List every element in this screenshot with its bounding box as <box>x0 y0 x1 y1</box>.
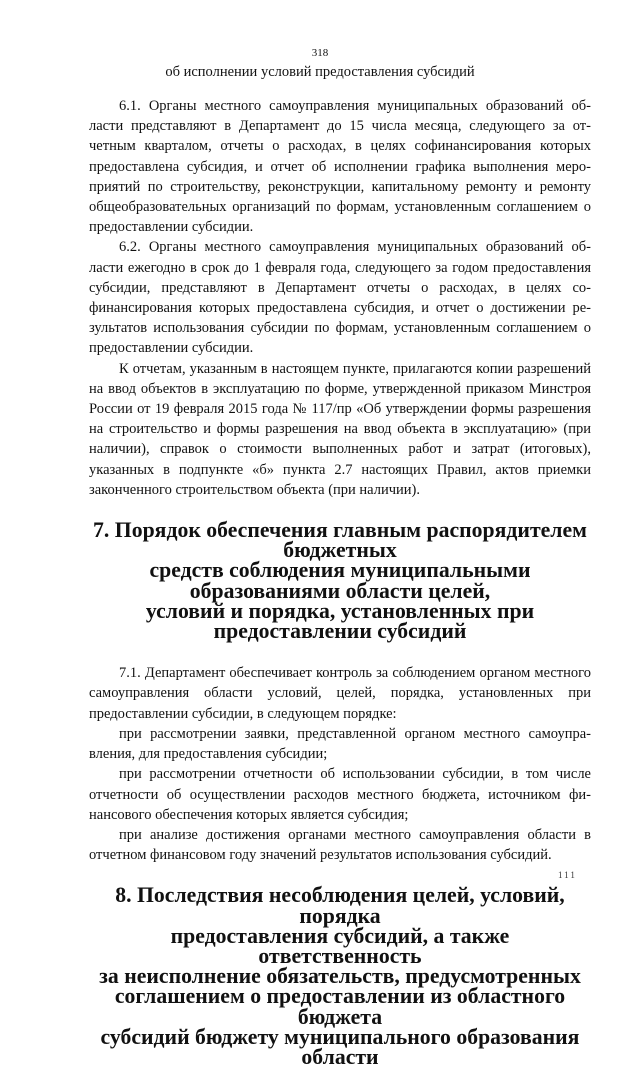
section-8-title-line: 8. Последствия несоблюдения целей, условий, порядка <box>115 883 565 928</box>
section-7-title <box>89 518 591 644</box>
paragraph-7-1: 7.1. Департамент обеспечивает контроль за соблюдением органом местного самоуправления области условий, целей, порядка, установленных при предоставлении субсидии, в следующем порядке: <box>89 665 591 722</box>
list-item: при рассмотрении отчетности об использовании субсидии, в том числе отчетности об осуществлении расходов местного бюджета, источником финансового обеспечения которых является субсидия; <box>89 766 591 823</box>
corner-page-mark: 111 <box>558 870 577 880</box>
running-header: об исполнении условий предоставления субсидий <box>165 64 475 80</box>
section-8-title-line: предоставления субсидий, а также ответственность <box>170 923 510 968</box>
list-item: при анализе достижения органами местного самоуправления области в отчетном финансовом году значений результатов использования субсидий. <box>89 826 591 864</box>
section-7-title-line: 7. Порядок обеспечения главным распорядителем бюджетных <box>93 518 587 563</box>
section-8-title <box>89 885 591 1067</box>
page-number: 318 <box>311 47 329 59</box>
paragraph-6-2: 6.2. Органы местного самоуправления муниципальных образований области ежегодно в срок до 1 февраля года, следующего за годом предоставления субсидии, представляют в Департамент отчеты о расходах, в целях софинансирования которых предоставлена субсидия, и отчет о достижении результатов использования субсидии по формам, установленным соглашением о предоставлении субсидии. <box>89 239 591 357</box>
document-body <box>89 96 591 1067</box>
section-7-title-line: условий и порядка, установленных при предоставлении субсидий <box>145 598 535 644</box>
section-8-title-line: за неисполнение обязательств, предусмотренных <box>99 964 581 989</box>
paragraph-6-1: 6.1. Органы местного самоуправления муниципальных образований области представляют в Департамент до 15 числа месяца, следующего за отчетным кварталом, отчеты о расходах, в целях софинансирования которых предоставлена субсидия, и отчет об исполнении графика выполнения мероприятий по строительству, реконструкции, капитальному ремонту и ремонту общеобразовательных организаций по формам, установленным соглашением о предоставлении субсидии. <box>89 98 591 236</box>
section-7-title-line: средств соблюдения муниципальными образованиями области целей, <box>149 558 531 603</box>
list-item: при рассмотрении заявки, представленной органом местного самоуправления, для предоставления субсидии; <box>89 725 591 763</box>
section-8-title-line: соглашением о предоставлении из областного бюджета <box>114 984 566 1029</box>
paragraph-reports-attachments: К отчетам, указанным в настоящем пункте, прилагаются копии разрешений на ввод объектов в эксплуатацию по форме, утвержденной приказом Минстроя России от 19 февраля 2015 года № 117/пр «Об утверждении формы разрешения на строительство и формы разрешения на ввод объекта в эксплуатацию» (при наличии), справок о стоимости выполненных работ и затрат (итоговых), указанных в подпункте «б» пункта 2.7 настоящих Правил, актов приемки законченного строительством объекта (при наличии). <box>89 360 591 498</box>
section-8-title-line: субсидий бюджету муниципального образования области <box>100 1024 580 1069</box>
